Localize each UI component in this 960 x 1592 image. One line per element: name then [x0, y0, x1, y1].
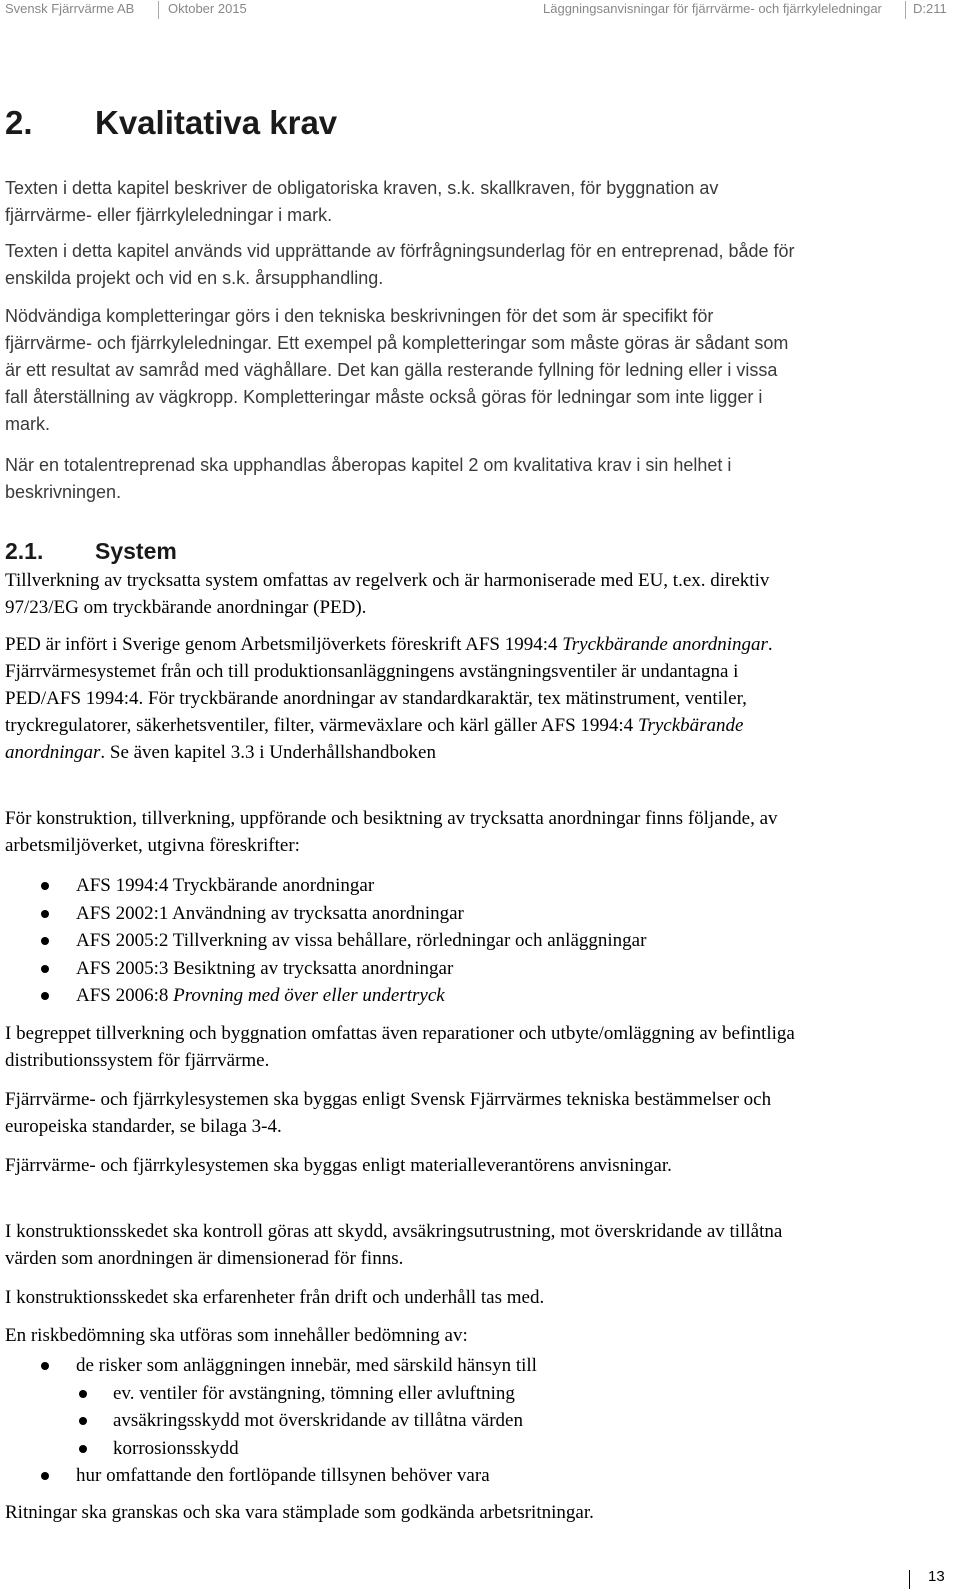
afs-list — [5, 872, 795, 1010]
afs-item-text: AFS 1994:4 Tryckbärande anordningar — [76, 875, 375, 896]
risk-sub-item: avsäkringsskydd mot överskridande av tillåtna värden — [5, 1407, 795, 1435]
risk-sub-item: ev. ventiler för avstängning, tömning eller avluftning — [5, 1380, 795, 1408]
footer-rule — [909, 1570, 910, 1589]
intro-paragraph-3: Nödvändiga kompletteringar görs i den tekniska beskrivningen för det som är specifikt för fjärrvärme- och fjärrkyleledningar. Ett exempel på kompletteringar som måste göras är sådant som är ett resultat av samråd med väghållare. Det kan gälla resterande fyllning för ledning eller i vissa fall återställning av vägkropp. Kompletteringar måste också göras för ledningar som inte ligger i mark. — [5, 306, 789, 434]
p2-text-a: PED är infört i Sverige genom Arbetsmiljöverkets föreskrift AFS 1994:4 — [5, 634, 563, 655]
afs-list-item — [5, 982, 795, 1010]
header-date: Oktober 2015 — [168, 1, 247, 16]
section-number: 2.1. — [5, 538, 44, 564]
afs-list-item — [5, 900, 795, 928]
risk-sub-item: korrosionsskydd — [5, 1435, 795, 1463]
chapter-heading — [5, 104, 337, 142]
intro-paragraph-4: När en totalentreprenad ska upphandlas åberopas kapitel 2 om kvalitativa krav i sin helhet i beskrivningen. — [5, 455, 732, 502]
header-company: Svensk Fjärrvärme AB — [5, 1, 135, 16]
intro-paragraph-2: Texten i detta kapitel används vid upprättande av förfrågningsunderlag för en entreprenad, både för enskilda projekt och vid en s.k. årsupphandling. — [5, 241, 795, 288]
risk-list-item: de risker som anläggningen innebär, med särskild hänsyn till — [5, 1352, 795, 1380]
header-separator — [158, 1, 159, 19]
afs-item-text: AFS 2005:2 Tillverkning av vissa behållare, rörledningar och anläggningar — [76, 930, 647, 951]
header-doc-title: Läggningsanvisningar för fjärrvärme- och fjärrkyleledningar — [543, 1, 882, 16]
p2-text-e: . Se även kapitel 3.3 i Underhållshandboken — [100, 742, 436, 763]
afs-list-item — [5, 872, 795, 900]
body-paragraph-5: Fjärrvärme- och fjärrkylesystemen ska byggas enligt Svensk Fjärrvärmes tekniska bestämmelser och europeiska standarder, se bilaga 3-4. — [5, 1089, 772, 1137]
chapter-title: Kvalitativa krav — [95, 104, 338, 141]
chapter-number: 2. — [5, 104, 33, 141]
section-title: System — [95, 538, 177, 564]
body-paragraph-1: Tillverkning av trycksatta system omfattas av regelverk och är harmoniserade med EU, t.ex. direktiv 97/23/EG om tryckbärande anordningar (PED). — [5, 570, 770, 618]
p2-text-c: . Fjärrvärmesystemet från och till produktionsanläggningens avstängningsventiler är undantagna i PED/AFS 1994:4. För tryckbärande anordningar av standardkaraktär, tex mätinstrument, ventiler, tryckregulatorer, säkerhetsventiler, filter, värmeväxlare och kärl gäller AFS 1994:4 — [5, 634, 773, 736]
risk-list — [5, 1352, 795, 1490]
header-doc-id: D:211 — [913, 1, 947, 16]
body-paragraph-3: För konstruktion, tillverkning, uppförande och besiktning av trycksatta anordningar finns följande, av arbetsmiljöverket, utgivna föreskrifter: — [5, 808, 778, 856]
p2-italic-title-2: Tryckbärande anordningar — [5, 715, 744, 763]
afs-item-text: AFS 2005:3 Besiktning av trycksatta anordningar — [76, 957, 454, 979]
section-heading — [5, 538, 177, 565]
afs-item-italic: Provning med över eller undertryck — [173, 985, 445, 1006]
header-separator — [905, 1, 906, 19]
body-paragraph-4: I begreppet tillverkning och byggnation omfattas även reparationer och utbyte/omläggning av befintliga distributionssystem för fjärrvärme. — [5, 1023, 795, 1071]
afs-item-text: AFS 2006:8 — [76, 985, 174, 1006]
running-header — [0, 0, 960, 22]
p2-italic-title-1: Tryckbärande anordningar — [562, 634, 768, 655]
intro-paragraph-1: Texten i detta kapitel beskriver de obligatoriska kraven, s.k. skallkraven, för byggnation av fjärrvärme- eller fjärrkyleledningar i mark. — [5, 178, 719, 225]
afs-list-item — [5, 955, 795, 983]
risk-list-item: hur omfattande den fortlöpande tillsynen behöver vara — [5, 1462, 795, 1490]
body-paragraph-7: I konstruktionsskedet ska kontroll göras att skydd, avsäkringsutrustning, mot överskridande av tillåtna värden som anordningen är dimensionerad för finns. — [5, 1221, 783, 1269]
body-paragraph-2 — [5, 631, 795, 766]
afs-item-text: AFS 2002:1 Användning av trycksatta anordningar — [76, 902, 464, 924]
body-paragraph-8: I konstruktionsskedet ska erfarenheter från drift och underhåll tas med. — [5, 1287, 545, 1308]
body-paragraph-6: Fjärrvärme- och fjärrkylesystemen ska byggas enligt materialleverantörens anvisningar. — [5, 1155, 672, 1176]
body-paragraph-9: En riskbedömning ska utföras som innehåller bedömning av: — [5, 1325, 468, 1346]
body-paragraph-10: Ritningar ska granskas och ska vara stämplade som godkända arbetsritningar. — [5, 1502, 594, 1523]
page-number: 13 — [928, 1568, 945, 1585]
afs-list-item — [5, 927, 795, 955]
